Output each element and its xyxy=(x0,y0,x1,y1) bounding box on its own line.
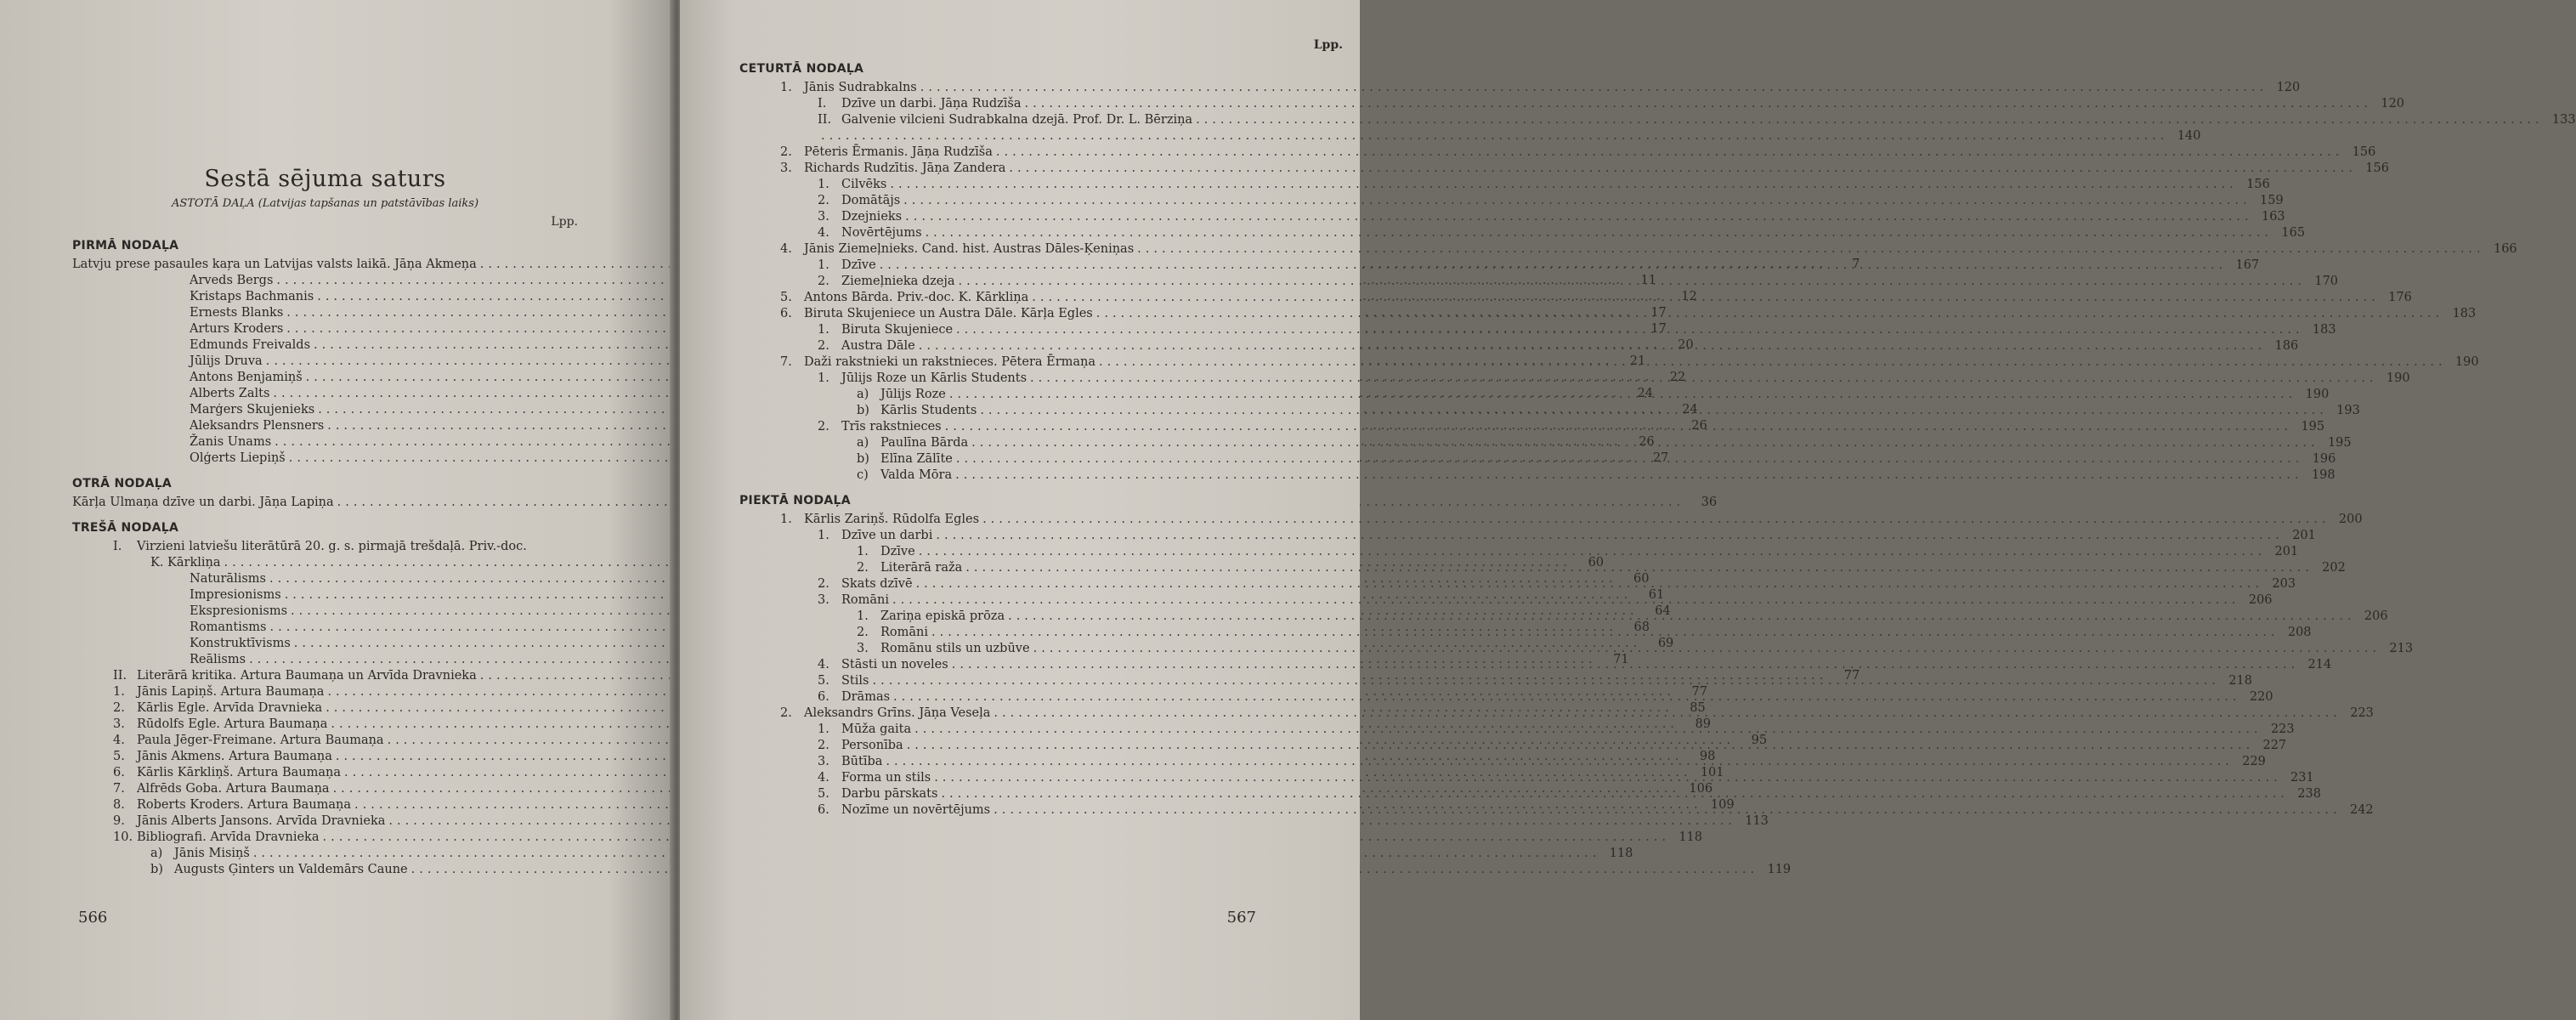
toc-entry xyxy=(739,544,2299,560)
toc-entry-title: Zariņa episkā prōza xyxy=(880,609,1005,623)
leader-dots xyxy=(903,193,2251,209)
toc-entry-title: Olģerts Liepiņš xyxy=(190,451,286,465)
toc-entry-number: c) xyxy=(857,468,869,482)
toc-entry-page: 113 xyxy=(1745,814,1769,828)
leader-dots xyxy=(1009,161,2357,177)
toc-entry-page: 24 xyxy=(1682,403,1698,416)
toc-entry-number: 4. xyxy=(780,242,792,256)
toc-entry-page: 71 xyxy=(1613,653,1629,666)
toc-entry-page: 156 xyxy=(2365,162,2389,175)
toc-entry-title: K. Kārkliņa xyxy=(150,556,221,570)
leader-dots xyxy=(872,673,2220,689)
toc-entry-number: 1. xyxy=(113,685,125,699)
toc-entry-number: 2. xyxy=(818,577,829,591)
toc-entry-page: 60 xyxy=(1633,572,1650,586)
toc-entry xyxy=(72,813,1769,830)
toc-entry-number: I. xyxy=(113,540,122,553)
toc-entry-number: 2. xyxy=(113,701,125,715)
leader-dots xyxy=(982,512,2330,528)
toc-entry-title: Romāni xyxy=(841,593,890,607)
toc-entry-page: 229 xyxy=(2242,755,2266,768)
toc-entry-number: b) xyxy=(857,452,869,466)
leader-dots xyxy=(926,225,2273,241)
toc-entry-page: 214 xyxy=(2307,658,2332,672)
leader-dots xyxy=(1032,290,2380,306)
toc-entry-title: Roberts Kroders. Artura Baumaņa xyxy=(137,798,352,812)
toc-entry xyxy=(739,112,2576,128)
toc-entry-title: Mūža gaita xyxy=(841,722,912,736)
toc-entry-number: 2. xyxy=(857,626,869,639)
toc-entry-title: Elīna Zālīte xyxy=(880,452,953,466)
toc-entry-page: 231 xyxy=(2290,771,2314,785)
toc-entry-number: 8. xyxy=(113,798,125,812)
toc-entry xyxy=(72,539,578,555)
toc-entry-number: 3. xyxy=(780,162,792,175)
toc-entry-number: 6. xyxy=(780,307,792,320)
leader-dots xyxy=(920,80,2268,96)
leader-dots xyxy=(880,258,2228,274)
toc-entry-page: 77 xyxy=(1691,685,1707,699)
leader-dots xyxy=(886,754,2233,770)
toc-entry xyxy=(739,225,2306,241)
toc-entry-number: 5. xyxy=(113,750,125,763)
page-title: Sestā sējuma saturs xyxy=(204,166,446,192)
toc-entry-number: 3. xyxy=(857,642,869,655)
toc-entry-number: 4. xyxy=(818,658,829,672)
toc-entry-page: 120 xyxy=(2381,97,2405,110)
toc-entry-page: 159 xyxy=(2260,194,2284,207)
toc-entry-title: Rūdolfs Egle. Artura Baumaņa xyxy=(137,717,328,731)
toc-entry-page: 196 xyxy=(2312,452,2336,466)
toc-entry-number: 4. xyxy=(818,771,829,785)
leader-dots xyxy=(941,786,2289,802)
toc-entry-number: 1. xyxy=(818,722,829,736)
toc-entry-page: 22 xyxy=(1669,371,1686,384)
toc-entry-page: 218 xyxy=(2228,674,2252,688)
leader-dots xyxy=(907,738,2255,754)
page-column-label: Lpp. xyxy=(1313,38,1343,52)
toc-entry-title: Richards Rudzītis. Jāņa Zandera xyxy=(804,162,1006,175)
chapter-heading: PIRMĀ NODAĻA xyxy=(72,239,179,252)
toc-entry xyxy=(739,161,2389,177)
leader-dots xyxy=(996,144,2344,161)
toc-entry-number: 5. xyxy=(818,674,829,688)
toc-entry-title: Kārlis Students xyxy=(880,404,977,417)
leader-dots xyxy=(914,722,2262,738)
toc-entry-page: 166 xyxy=(2493,242,2517,256)
toc-entry-page: 190 xyxy=(2305,388,2330,401)
toc-entry-title: Literārā raža xyxy=(880,561,963,575)
page-number: 567 xyxy=(1226,909,1256,926)
toc-entry xyxy=(739,209,2285,225)
toc-entry-page: 186 xyxy=(2274,339,2299,353)
toc-entry-number: 1. xyxy=(818,371,829,385)
toc-entry-page: 242 xyxy=(2349,803,2374,817)
toc-entry-title: Aleksandrs Plensners xyxy=(190,419,325,433)
toc-entry-title: Aleksandrs Grīns. Jāņa Veseļa xyxy=(804,706,991,720)
toc-entry-number: II. xyxy=(113,669,127,683)
toc-entry-page: 156 xyxy=(2352,145,2376,159)
toc-entry-page: 190 xyxy=(2386,371,2410,385)
toc-entry-page: 24 xyxy=(1637,387,1653,400)
toc-entry-title: Jānis Alberts Jansons. Arvīda Dravnieka xyxy=(137,814,386,828)
chapter-heading: OTRĀ NODAĻA xyxy=(72,477,173,490)
toc-entry-page: 198 xyxy=(2311,468,2335,482)
toc-entry-title: Literārā kritika. Artura Baumaņa un Arvīda Dravnieka xyxy=(137,669,477,683)
toc-entry-title: Jūlijs Roze un Kārlis Students xyxy=(841,371,1028,385)
toc-entry-number: 2. xyxy=(780,145,792,159)
toc-entry-number: 1. xyxy=(818,178,829,191)
toc-entry xyxy=(739,193,2284,209)
page-column-label: Lpp. xyxy=(551,215,578,229)
toc-entry xyxy=(72,830,1702,846)
toc-entry-title: Bibliografi. Arvīda Dravnieka xyxy=(137,830,320,844)
toc-entry-page: 201 xyxy=(2292,529,2316,542)
leader-dots xyxy=(956,322,2304,338)
toc-entry-title: Jānis Lapiņš. Artura Baumaņa xyxy=(137,685,325,699)
toc-entry-number: 1. xyxy=(818,529,829,542)
toc-entry-page: 156 xyxy=(2246,178,2270,191)
toc-entry-title: Drāmas xyxy=(841,690,891,704)
toc-entry-page: 120 xyxy=(2276,81,2301,94)
leader-dots xyxy=(956,451,2304,468)
toc-entry-title: Alfrēds Goba. Artura Baumaņa xyxy=(137,782,330,796)
toc-entry-number: 5. xyxy=(818,787,829,801)
toc-entry-page: 68 xyxy=(1633,620,1650,634)
toc-entry-page: 95 xyxy=(1751,734,1768,747)
toc-entry-title: Kārlis Egle. Arvīda Dravnieka xyxy=(137,701,323,715)
toc-entry-page: 206 xyxy=(2364,609,2388,623)
leader-dots xyxy=(945,419,2293,435)
toc-entry-title: Jūlijs Druva xyxy=(190,354,263,368)
toc-entry-page: 77 xyxy=(1843,669,1860,683)
toc-entry-title: Trīs rakstnieces xyxy=(841,420,942,434)
toc-entry-title: Novērtējums xyxy=(841,226,922,240)
toc-entry-page: 26 xyxy=(1639,435,1655,449)
toc-entry-number: 4. xyxy=(113,734,125,747)
toc-entry-page: 12 xyxy=(1681,290,1697,303)
toc-entry-page: 223 xyxy=(2350,706,2374,720)
leader-dots xyxy=(1030,371,2378,387)
toc-entry-page: 17 xyxy=(1650,322,1667,336)
leader-dots xyxy=(1099,354,2447,371)
toc-entry-number: 2. xyxy=(780,706,792,720)
toc-entry-page: 195 xyxy=(2327,436,2352,450)
toc-entry-title: Personība xyxy=(841,739,903,752)
toc-entry-page: 202 xyxy=(2322,561,2346,575)
toc-entry-page: 170 xyxy=(2314,275,2339,288)
toc-entry-title: Forma un stils xyxy=(841,771,931,785)
toc-entry-title: Darbu pārskats xyxy=(841,787,938,801)
toc-entry xyxy=(739,96,2405,112)
toc-entry xyxy=(739,528,2316,544)
toc-entry-title: Marģers Skujenieks xyxy=(190,403,315,416)
toc-entry-title: Romāni xyxy=(880,626,929,639)
toc-entry-title: Kārlis Kārkliņš. Artura Baumaņa xyxy=(137,766,341,779)
toc-entry-title: Dzīve un darbi. Jāņa Rudzīša xyxy=(841,97,1022,110)
toc-entry-page: 167 xyxy=(2235,258,2260,272)
toc-entry-page: 36 xyxy=(1701,496,1718,509)
toc-entry-page: 220 xyxy=(2249,690,2273,704)
chapter-heading: CETURTĀ NODAĻA xyxy=(739,62,864,76)
toc-entry-number: 2. xyxy=(818,420,829,434)
chapter-heading: TREŠĀ NODAĻA xyxy=(72,521,179,535)
toc-entry-page: 61 xyxy=(1648,588,1665,602)
leader-dots xyxy=(965,560,2313,576)
toc-entry-number: 4. xyxy=(818,226,829,240)
leader-dots xyxy=(905,209,2253,225)
leader-dots xyxy=(919,338,2267,354)
toc-entry xyxy=(739,241,2517,258)
toc-entry-page: 27 xyxy=(1652,451,1669,465)
leader-dots xyxy=(952,657,2300,673)
toc-entry-number: 6. xyxy=(818,690,829,704)
leader-dots xyxy=(1025,96,2373,112)
leader-dots xyxy=(959,274,2307,290)
toc-entry-number: 2. xyxy=(818,339,829,353)
leader-dots xyxy=(971,435,2319,451)
toc-entry-number: b) xyxy=(150,863,163,876)
toc-entry-number: 1. xyxy=(857,545,869,558)
toc-entry-page: 106 xyxy=(1689,782,1713,796)
toc-entry-title: Antons Benjamiņš xyxy=(190,371,303,384)
toc-entry-page: 7 xyxy=(1852,258,1860,271)
toc-entry-title: Ekspresionisms xyxy=(190,604,288,618)
toc-entry-title: Stils xyxy=(841,674,869,688)
toc-entry xyxy=(739,80,2301,96)
toc-entry-number: 2. xyxy=(818,194,829,207)
toc-entry xyxy=(739,144,2376,161)
toc-entry-title: Arveds Bergs xyxy=(190,274,274,287)
toc-entry-number: 7. xyxy=(113,782,125,796)
chapter-heading: PIEKTĀ NODAĻA xyxy=(739,494,851,507)
leader-dots xyxy=(821,128,2169,144)
toc-entry-title: Nozīme un novērtējums xyxy=(841,803,991,817)
toc-entry-number: 2. xyxy=(818,275,829,288)
leader-dots xyxy=(980,403,2328,419)
toc-entry-page: 109 xyxy=(1710,798,1735,812)
leader-dots xyxy=(955,468,2303,484)
toc-entry-title: Jānis Misiņš xyxy=(174,847,250,860)
toc-entry-page: 133 xyxy=(2551,113,2576,127)
toc-entry-page: 223 xyxy=(2270,722,2295,736)
toc-entry-title: Ziemeļnieka dzeja xyxy=(841,275,955,288)
toc-entry-number: 9. xyxy=(113,814,125,828)
toc-entry-number: I. xyxy=(818,97,827,110)
toc-entry-title: Pēteris Ērmanis. Jāņa Rudzīša xyxy=(804,145,993,159)
toc-entry-page: 17 xyxy=(1650,306,1667,320)
leader-dots xyxy=(1196,112,2544,128)
toc-entry-title: Paulīna Bārda xyxy=(880,436,969,450)
toc-entry-page: 21 xyxy=(1629,354,1646,368)
leader-dots xyxy=(892,592,2240,609)
toc-entry-page: 195 xyxy=(2301,420,2325,434)
toc-entry-title: Jānis Ziemeļnieks. Cand. hist. Austras Dāles-Ķeniņas xyxy=(804,242,1135,256)
toc-entry-title: Dzīve xyxy=(841,258,876,272)
toc-entry-page: 227 xyxy=(2262,739,2287,752)
toc-entry-number: 1. xyxy=(857,609,869,623)
toc-entry-title: Daži rakstnieki un rakstnieces. Pētera Ērmaņa xyxy=(804,355,1096,369)
toc-entry-title: Arturs Kroders xyxy=(190,322,284,336)
toc-entry-title: Dzīve xyxy=(880,545,915,558)
toc-entry-title: Biruta Skujeniece xyxy=(841,323,954,337)
toc-entry-title: Kārlis Zariņš. Rūdolfa Egles xyxy=(804,513,980,526)
toc-entry xyxy=(739,258,2260,274)
toc-entry-number: II. xyxy=(818,113,832,127)
toc-entry-page: 101 xyxy=(1700,766,1724,779)
toc-entry-title: Augusts Ģinters un Valdemārs Caune xyxy=(174,863,408,876)
toc-entry-number: 3. xyxy=(818,210,829,224)
toc-entry-page: 213 xyxy=(2389,642,2414,655)
toc-entry-title: Romānu stils un uzbūve xyxy=(880,642,1030,655)
leader-dots xyxy=(936,528,2284,544)
toc-entry-number: 2. xyxy=(857,561,869,575)
toc-entry-page: 238 xyxy=(2297,787,2321,801)
toc-entry xyxy=(739,512,2363,528)
toc-entry-page: 98 xyxy=(1699,750,1716,763)
toc-entry-page: 176 xyxy=(2388,291,2412,304)
toc-entry-number: 5. xyxy=(780,291,792,304)
toc-entry-number: a) xyxy=(857,388,869,401)
toc-entry-number: 3. xyxy=(818,593,829,607)
toc-entry-page: 183 xyxy=(2452,307,2477,320)
toc-entry-title: Jānis Sudrabkalns xyxy=(804,81,917,94)
toc-entry xyxy=(739,128,2201,144)
toc-entry-title: Edmunds Freivalds xyxy=(190,338,311,352)
toc-entry-title: Stāsti un noveles xyxy=(841,658,948,672)
leader-dots xyxy=(890,177,2238,193)
leader-dots xyxy=(949,387,2297,403)
toc-entry-page: 193 xyxy=(2336,404,2360,417)
toc-entry-title: Galvenie vilcieni Sudrabkalna dzejā. Prof. Dr. L. Bērziņa xyxy=(841,113,1193,127)
toc-entry-page: 190 xyxy=(2454,355,2479,369)
toc-entry-title: Skats dzīvē xyxy=(841,577,913,591)
toc-entry-page: 208 xyxy=(2287,626,2312,639)
toc-entry-page: 89 xyxy=(1695,717,1711,731)
toc-entry-title: Antons Bārda. Priv.-doc. K. Kārkliņa xyxy=(804,291,1029,304)
toc-entry-title: Reālisms xyxy=(190,653,246,666)
toc-entry-number: 6. xyxy=(818,803,829,817)
toc-entry-number: 6. xyxy=(113,766,125,779)
leader-dots xyxy=(1096,306,2444,322)
toc-entry-page: 206 xyxy=(2248,593,2273,607)
toc-entry-page: 20 xyxy=(1678,338,1694,352)
toc-entry-title: Ernests Blanks xyxy=(190,306,284,320)
toc-entry-page: 165 xyxy=(2281,226,2306,240)
toc-entry-title: Jānis Akmens. Artura Baumaņa xyxy=(137,750,332,763)
leader-dots xyxy=(931,625,2279,641)
toc-entry-title: Alberts Zalts xyxy=(190,387,270,400)
toc-entry-page: 64 xyxy=(1655,604,1671,618)
toc-entry-number: 1. xyxy=(818,258,829,272)
toc-entry-page: 60 xyxy=(1588,556,1605,570)
toc-entry-page: 140 xyxy=(2177,129,2201,143)
toc-entry-page: 118 xyxy=(1679,830,1702,844)
toc-entry xyxy=(739,468,2335,484)
toc-entry-title: Kristaps Bachmanis xyxy=(190,290,314,303)
toc-entry xyxy=(739,177,2270,193)
toc-entry-title: Konstruktīvisms xyxy=(190,637,291,650)
toc-entry-title: Kārļa Ulmaņa dzīve un darbi. Jāņa Lapiņa xyxy=(72,496,334,509)
toc-entry-title: Austra Dāle xyxy=(841,339,915,353)
toc-entry-page: 11 xyxy=(1640,274,1656,287)
toc-entry-number: 10. xyxy=(113,830,133,844)
toc-entry-page: 203 xyxy=(2272,577,2296,591)
toc-entry xyxy=(72,862,1792,878)
toc-entry-page: 26 xyxy=(1691,419,1707,433)
page-number: 566 xyxy=(78,909,108,926)
leader-dots xyxy=(916,576,2264,592)
leader-dots xyxy=(1033,641,2381,657)
toc-entry-title: Latvju prese pasaules kaŗa un Latvijas valsts laikā. Jāņa Akmeņa xyxy=(72,258,477,271)
toc-entry-title: Žanis Unams xyxy=(190,435,272,449)
page-subtitle: ASTOTĀ DAĻA (Latvijas tapšanas un patstāvības laiks) xyxy=(171,197,479,210)
toc-entry-page: 163 xyxy=(2261,210,2285,224)
toc-entry-title: Naturālisms xyxy=(190,572,266,586)
toc-entry-number: 1. xyxy=(818,323,829,337)
toc-entry-number: 7. xyxy=(780,355,792,369)
leader-dots xyxy=(893,689,2241,706)
toc-entry-number: b) xyxy=(857,404,869,417)
toc-entry-title: Cilvēks xyxy=(841,178,887,191)
toc-entry-title: Domātājs xyxy=(841,194,901,207)
toc-entry-number: a) xyxy=(150,847,163,860)
toc-entry-title: Jūlijs Roze xyxy=(880,388,946,401)
toc-entry-number: 2. xyxy=(818,739,829,752)
toc-entry-number: 3. xyxy=(113,717,125,731)
toc-entry-title: Dzīve un darbi xyxy=(841,529,933,542)
toc-entry-title: Valda Mōra xyxy=(880,468,953,482)
toc-entry xyxy=(72,846,1633,862)
leader-dots xyxy=(994,802,2341,819)
toc-entry-page: 69 xyxy=(1657,637,1674,650)
leader-dots xyxy=(919,544,2267,560)
toc-entry-number: 3. xyxy=(818,755,829,768)
toc-entry-page: 201 xyxy=(2274,545,2299,558)
toc-entry-page: 85 xyxy=(1690,701,1706,715)
toc-entry-page: 200 xyxy=(2338,513,2363,526)
toc-entry-number: a) xyxy=(857,436,869,450)
toc-entry-number: 1. xyxy=(780,513,792,526)
leader-dots xyxy=(1137,241,2485,258)
toc-entry-title: Romantisms xyxy=(190,620,267,634)
toc-entry-title: Paula Jēger-Freimane. Artura Baumaņa xyxy=(137,734,384,747)
toc-entry-title: Būtība xyxy=(841,755,883,768)
leader-dots xyxy=(934,770,2282,786)
leader-dots xyxy=(994,706,2341,722)
toc-entry-title: Virzieni latviešu literātūrā 20. g. s. pirmajā trešdaļā. Priv.-doc. xyxy=(137,540,527,553)
toc-entry-title: Biruta Skujeniece un Austra Dāle. Kārļa Egles xyxy=(804,307,1093,320)
toc-entry-number: 1. xyxy=(780,81,792,94)
leader-dots xyxy=(1008,609,2356,625)
toc-entry-title: Dzejnieks xyxy=(841,210,903,224)
toc-entry-page: 183 xyxy=(2312,323,2336,337)
toc-entry-page: 119 xyxy=(1767,863,1792,876)
toc-entry-page: 118 xyxy=(1609,847,1633,860)
toc-entry-title: Impresionisms xyxy=(190,588,281,602)
